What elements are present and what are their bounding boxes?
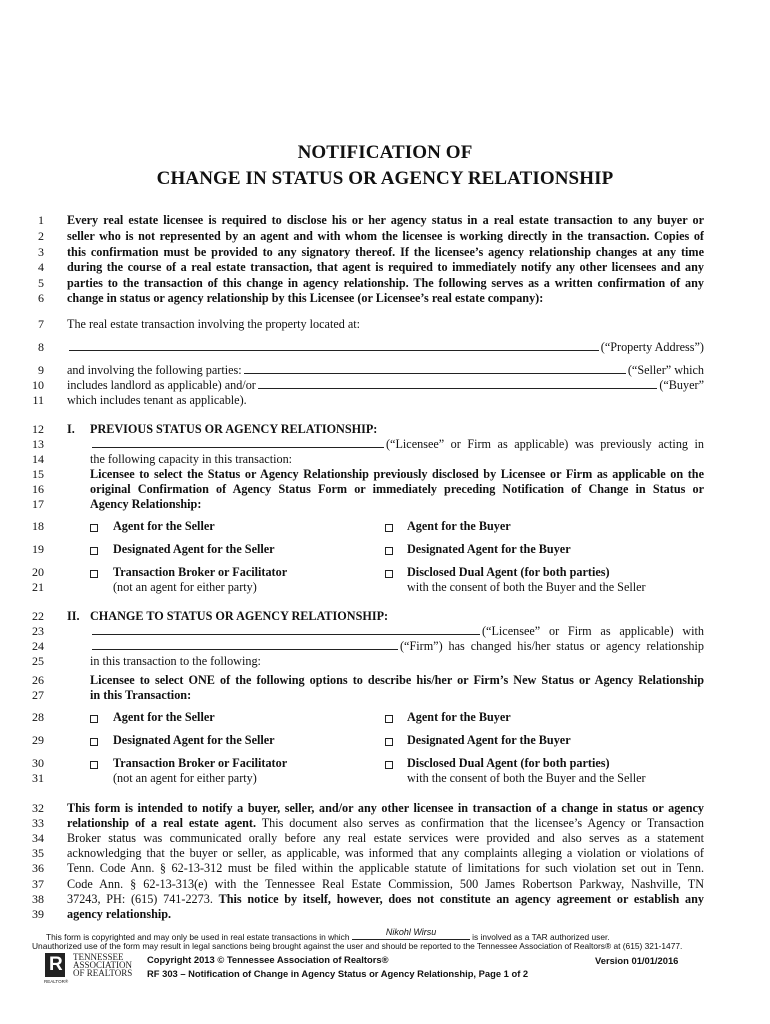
prev-designated-buyer-checkbox[interactable] — [385, 547, 393, 555]
prev-dual-agent-checkbox[interactable] — [385, 570, 393, 578]
line-32: 32 This form is intended to notify a buyer, seller, and/or any other licensee in transaction of a change in status or agency — [32, 801, 704, 815]
new-licensee-field[interactable] — [92, 624, 480, 635]
line-38: 38 37243, PH: (615) 741-2273. This notice by itself, however, does not constitute an agency agreement or establish any — [32, 892, 704, 906]
line-7: 7 The real estate transaction involving the property located at: — [38, 317, 361, 331]
line-36: 36 Tenn. Code Ann. § 62-13-312 must be filed within the applicable statute of limitations for such violation set out in Tenn. — [32, 861, 704, 875]
new-designated-seller-label: Designated Agent for the Seller — [113, 733, 275, 747]
line-34: 34 Broker status was communicated orally before any real estate services were provided and also serves as a statement — [32, 831, 704, 845]
line-20: 20 — [32, 565, 44, 579]
line-27: 27 in this Transaction: — [32, 688, 192, 702]
prev-seller-agent-checkbox[interactable] — [90, 524, 98, 532]
line-21: 21 — [32, 580, 44, 594]
prev-buyer-agent-label: Agent for the Buyer — [407, 519, 511, 533]
line-1: 1 Every real estate licensee is required to disclose his or her agency status in a real estate transaction to any buyer or — [38, 213, 704, 227]
new-seller-agent-label: Agent for the Seller — [113, 710, 215, 724]
authorized-user-name: Nikohl Wirsu — [385, 927, 437, 937]
section-1-heading: PREVIOUS STATUS OR AGENCY RELATIONSHIP: — [90, 422, 378, 436]
realtor-logo-icon: R — [45, 953, 65, 977]
section-2-number: II. — [67, 609, 80, 623]
line-10: 10 includes landlord as applicable) and/or (“Buyer” — [32, 378, 704, 392]
tar-logo-text: TENNESSEE ASSOCIATION OF REALTORS — [73, 952, 133, 978]
new-dual-agent-label: Disclosed Dual Agent (for both parties) — [407, 756, 610, 770]
line-24: 24 (“Firm”) has changed his/her status or agency relationship — [32, 639, 704, 653]
prev-designated-seller-checkbox[interactable] — [90, 547, 98, 555]
realtor-mark: REALTOR® — [44, 979, 69, 984]
line-3: 3 this confirmation must be provided to any signatory thereof. If the licensee’s agency relationship changes at any time — [38, 245, 704, 259]
line-33: 33 relationship of a real estate agent. This document also serves as confirmation that the licensee’s Agency or Transaction — [32, 816, 704, 830]
line-19: 19 — [32, 542, 44, 556]
new-facilitator-note: (not an agent for either party) — [113, 771, 257, 785]
footer-form-id: RF 303 – Notification of Change in Agency Status or Agency Relationship, Page 1 of 2 — [147, 968, 529, 979]
line-6: 6 change in status or agency relationship by this Licensee (or Licensee’s real estate company): — [38, 291, 544, 305]
authorized-user-field — [352, 927, 470, 940]
line-26: 26 Licensee to select ONE of the following options to describe his/her or Firm’s New Status or Agency Relationship — [32, 673, 704, 687]
line-12: 12 I. PREVIOUS STATUS OR AGENCY RELATIONSHIP: — [0, 421, 770, 437]
line-8: 8 (“Property Address”) — [38, 340, 704, 354]
new-facilitator-label: Transaction Broker or Facilitator — [113, 756, 288, 770]
line-16: 16 original Confirmation of Agency Status Form or immediately preceding Notification of Change in Status or — [32, 482, 704, 496]
line-30: 30 — [32, 756, 44, 770]
buyer-field[interactable] — [258, 378, 657, 389]
line-18: 18 — [32, 519, 44, 533]
prev-buyer-agent-checkbox[interactable] — [385, 524, 393, 532]
new-designated-buyer-checkbox[interactable] — [385, 738, 393, 746]
prev-facilitator-checkbox[interactable] — [90, 570, 98, 578]
new-designated-buyer-label: Designated Agent for the Buyer — [407, 733, 571, 747]
new-seller-agent-checkbox[interactable] — [90, 715, 98, 723]
line-23: 23 (“Licensee” or Firm as applicable) with — [32, 624, 704, 638]
prev-dual-agent-label: Disclosed Dual Agent (for both parties) — [407, 565, 610, 579]
line-35: 35 acknowledging that the buyer or seller, as applicable, was informed that any complaints alleging a violation or violations of — [32, 846, 704, 860]
new-buyer-agent-checkbox[interactable] — [385, 715, 393, 723]
new-buyer-agent-label: Agent for the Buyer — [407, 710, 511, 724]
prev-facilitator-note: (not an agent for either party) — [113, 580, 257, 594]
line-14: 14 the following capacity in this transaction: — [32, 452, 293, 466]
prev-designated-seller-label: Designated Agent for the Seller — [113, 542, 275, 556]
line-29: 29 — [32, 733, 44, 747]
line-2: 2 seller who is not represented by an agent and with whom the licensee is working directly in the transaction. Copies of — [38, 229, 704, 243]
new-dual-agent-checkbox[interactable] — [385, 761, 393, 769]
prev-designated-buyer-label: Designated Agent for the Buyer — [407, 542, 571, 556]
line-11: 11 which includes tenant as applicable). — [32, 393, 247, 407]
new-designated-seller-checkbox[interactable] — [90, 738, 98, 746]
line-15: 15 Licensee to select the Status or Agency Relationship previously disclosed by Licensee or Firm as applicable on the — [32, 467, 704, 481]
line-28: 28 — [32, 710, 44, 724]
prev-facilitator-label: Transaction Broker or Facilitator — [113, 565, 288, 579]
line-13: 13 (“Licensee” or Firm as applicable) was previously acting in — [32, 437, 704, 451]
previous-licensee-field[interactable] — [92, 437, 384, 448]
line-31: 31 — [32, 771, 44, 785]
line-22: 22 II. CHANGE TO STATUS OR AGENCY RELATIONSHIP: — [0, 608, 770, 624]
footer-copyright-notice: Copyright 2013 © Tennessee Association of Realtors® — [147, 954, 389, 965]
footer-copyright-line: This form is copyrighted and may only be used in real estate transactions in which Nikohl Wirsu is involved as a TAR authorized user. — [46, 927, 610, 942]
new-dual-agent-note: with the consent of both the Buyer and the Seller — [407, 771, 646, 785]
footer-version: Version 01/01/2016 — [595, 955, 679, 966]
new-facilitator-checkbox[interactable] — [90, 761, 98, 769]
line-4: 4 during the course of a real estate transaction, that agent is required to immediately notify any other licensees and any — [38, 260, 704, 274]
line-39: 39 agency relationship. — [32, 907, 172, 921]
seller-field[interactable] — [244, 363, 626, 374]
line-5: 5 parties to the transaction of this change in agency relationship. The following serves as a written confirmation of any — [38, 276, 704, 290]
line-17: 17 Agency Relationship: — [32, 497, 202, 511]
title-line-2: CHANGE IN STATUS OR AGENCY RELATIONSHIP — [156, 168, 614, 189]
section-1-number: I. — [67, 422, 75, 436]
title-line-1: NOTIFICATION OF — [297, 142, 473, 163]
property-address-field[interactable] — [69, 340, 599, 351]
footer-unauthorized-line: Unauthorized use of the form may result in legal sanctions being brought against the user and should be reported to the Tennessee Association of Realtors® at (615) 321-1477. — [32, 941, 683, 951]
section-2-heading: CHANGE TO STATUS OR AGENCY RELATIONSHIP: — [90, 609, 389, 623]
firm-field[interactable] — [92, 639, 398, 650]
prev-seller-agent-label: Agent for the Seller — [113, 519, 215, 533]
line-25: 25 in this transaction to the following: — [32, 654, 261, 668]
line-9: 9 and involving the following parties: (“Seller” which — [38, 363, 704, 377]
line-37: 37 Code Ann. § 62-13-313(e) with the Tennessee Real Estate Commission, 500 James Robertson Parkway, Nashville, TN — [32, 877, 704, 891]
prev-dual-agent-note: with the consent of both the Buyer and the Seller — [407, 580, 646, 594]
